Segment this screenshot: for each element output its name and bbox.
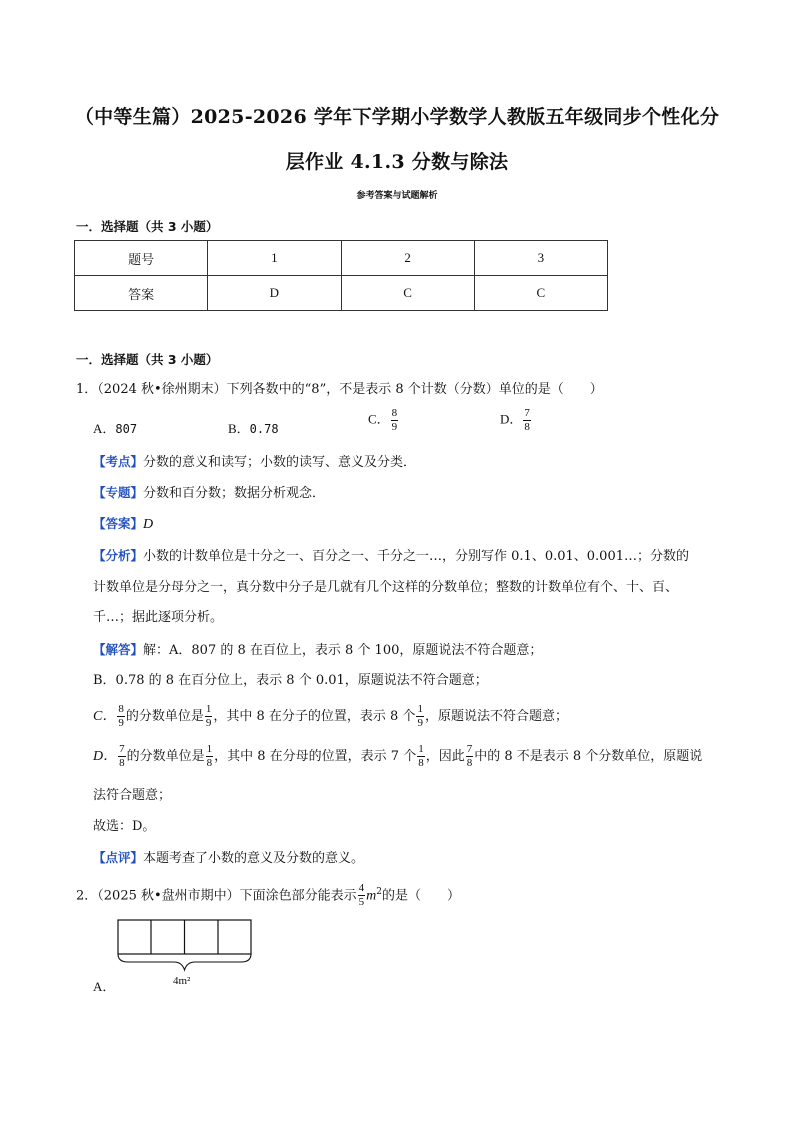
fraction bbox=[358, 883, 366, 908]
brace-icon bbox=[118, 954, 251, 970]
option-d bbox=[500, 408, 532, 433]
detail-section-heading: 一．选择题（共 3 小题） bbox=[76, 352, 219, 367]
fenxi-tag: 【分析】 bbox=[93, 548, 144, 563]
fraction bbox=[118, 744, 126, 769]
superscript: 2 bbox=[376, 887, 383, 897]
dianping-line bbox=[93, 848, 364, 869]
jieda-line-a bbox=[93, 640, 542, 661]
jieda-line-d2: 法符合题意； bbox=[93, 788, 172, 803]
denominator: 8 bbox=[524, 421, 530, 433]
fraction bbox=[117, 704, 125, 729]
denominator: 5 bbox=[358, 896, 365, 909]
daan-text: D bbox=[143, 517, 154, 532]
numerator: 8 bbox=[118, 703, 124, 715]
numerator: 4 bbox=[358, 882, 365, 895]
document-title-line-1: （中等生篇）2025-2026 学年下学期小学数学人教版五年级同步个性化分 bbox=[74, 106, 720, 128]
denominator: 9 bbox=[118, 717, 124, 729]
kaodian-tag: 【考点】 bbox=[93, 454, 144, 469]
question-1-stem: 1．（2024 秋•徐州期末）下列各数中的“8”，不是表示 8 个计数（分数）单位的是（ ） bbox=[76, 382, 603, 397]
jieda-tag: 【解答】 bbox=[93, 642, 144, 657]
fraction bbox=[466, 744, 474, 769]
kaodian-text: 分数的意义和读写；小数的读写、意义及分类． bbox=[143, 455, 417, 470]
jieda-line-c bbox=[93, 704, 568, 729]
numerator: 7 bbox=[524, 407, 530, 419]
denominator: 8 bbox=[418, 757, 424, 769]
fraction bbox=[205, 704, 213, 729]
table-header-cell: 答案 bbox=[75, 276, 208, 311]
option-b bbox=[228, 418, 279, 437]
daan-tag: 【答案】 bbox=[93, 516, 144, 531]
zhuanti-text: 分数和百分数；数据分析观念． bbox=[143, 486, 326, 501]
numerator: 8 bbox=[391, 407, 398, 419]
document-title-line-2: 层作业 4.1.3 分数与除法 bbox=[285, 151, 509, 173]
jieda-line-b: B．0.78 的 8 在百分位上，表示 8 个 0.01，原题说法不符合题意； bbox=[93, 673, 488, 688]
option-label: A． bbox=[93, 421, 116, 436]
text: 的分数单位是 bbox=[125, 709, 204, 724]
fraction bbox=[417, 744, 425, 769]
denominator: 9 bbox=[417, 717, 423, 729]
option-value: 0.78 bbox=[249, 422, 279, 436]
question-2-stem bbox=[76, 882, 460, 908]
fenxi-line-2: 计数单位是分母分之一，真分数中分子是几就有几个这样的分数单位；整数的计数单位有个、十、百、 bbox=[93, 580, 679, 595]
document-subtitle: 参考答案与试题解析 bbox=[356, 191, 438, 201]
fraction bbox=[523, 408, 531, 433]
numerator: 1 bbox=[418, 743, 424, 755]
zhuanti-tag: 【专题】 bbox=[93, 485, 144, 500]
figure-label: 4m² bbox=[173, 975, 191, 987]
zhuanti-line bbox=[93, 483, 325, 504]
denominator: 8 bbox=[206, 757, 213, 769]
option-a bbox=[93, 418, 137, 437]
fraction bbox=[416, 704, 424, 729]
text: 中的 8 不是表示 8 个分数单位，原题说 bbox=[474, 749, 703, 764]
table-header-cell: 题号 bbox=[75, 241, 208, 276]
text: ，其中 8 在分子的位置，表示 8 个 bbox=[213, 709, 416, 724]
option-c bbox=[368, 408, 399, 433]
daan-line bbox=[93, 514, 153, 535]
fraction bbox=[206, 744, 214, 769]
table-cell: 3 bbox=[474, 241, 607, 276]
guxuan-line: 故选：D。 bbox=[93, 819, 156, 834]
text: 的是（ ） bbox=[382, 888, 461, 904]
text: ，原题说法不符合题意； bbox=[424, 709, 568, 724]
q2-option-a-label: A． bbox=[93, 979, 116, 994]
table-row bbox=[75, 276, 608, 311]
text: ，因此 bbox=[425, 749, 465, 764]
option-a-figure bbox=[110, 916, 260, 976]
answer-table bbox=[74, 240, 608, 311]
numerator: 7 bbox=[119, 743, 125, 755]
option-letter: D． bbox=[93, 749, 118, 764]
option-label: B． bbox=[228, 421, 250, 436]
jieda-line-d bbox=[93, 744, 702, 769]
table-cell: D bbox=[208, 276, 341, 311]
fraction bbox=[391, 408, 399, 433]
jieda-text: 解：A．807 的 8 在百位上，表示 8 个 100，原题说法不符合题意； bbox=[143, 643, 543, 658]
fenxi-text: 小数的计数单位是十分之一、百分之一、千分之一…，分别写作 0.1、0.01、0.001…；分数的 bbox=[143, 549, 689, 564]
option-value: 807 bbox=[115, 422, 138, 436]
numerator: 1 bbox=[417, 703, 423, 715]
answer-section-heading: 一．选择题（共 3 小题） bbox=[76, 219, 219, 234]
text: 的分数单位是 bbox=[126, 749, 205, 764]
table-cell: C bbox=[341, 276, 474, 311]
numerator: 1 bbox=[206, 743, 213, 755]
kaodian-line bbox=[93, 452, 416, 473]
text: ，其中 8 在分母的位置，表示 7 个 bbox=[214, 749, 417, 764]
fenxi-line-3: 千…；据此逐项分析。 bbox=[93, 610, 224, 625]
table-cell: 2 bbox=[341, 241, 474, 276]
denominator: 9 bbox=[205, 717, 212, 729]
dianping-text: 本题考查了小数的意义及分数的意义。 bbox=[143, 851, 365, 866]
option-label: D． bbox=[500, 411, 523, 427]
text: 2．（2025 秋•盘州市期中）下面涂色部分能表示 bbox=[76, 888, 357, 904]
option-letter: C． bbox=[93, 709, 117, 724]
table-row bbox=[75, 241, 608, 276]
numerator: 7 bbox=[466, 743, 473, 755]
denominator: 8 bbox=[466, 757, 473, 769]
fenxi-line-1 bbox=[93, 546, 689, 567]
option-label: C． bbox=[368, 411, 390, 427]
table-cell: 1 bbox=[208, 241, 341, 276]
denominator: 8 bbox=[119, 757, 125, 769]
numerator: 1 bbox=[205, 703, 212, 715]
dianping-tag: 【点评】 bbox=[93, 850, 144, 865]
table-cell: C bbox=[474, 276, 607, 311]
unit: m bbox=[366, 888, 377, 904]
denominator: 9 bbox=[391, 421, 398, 433]
